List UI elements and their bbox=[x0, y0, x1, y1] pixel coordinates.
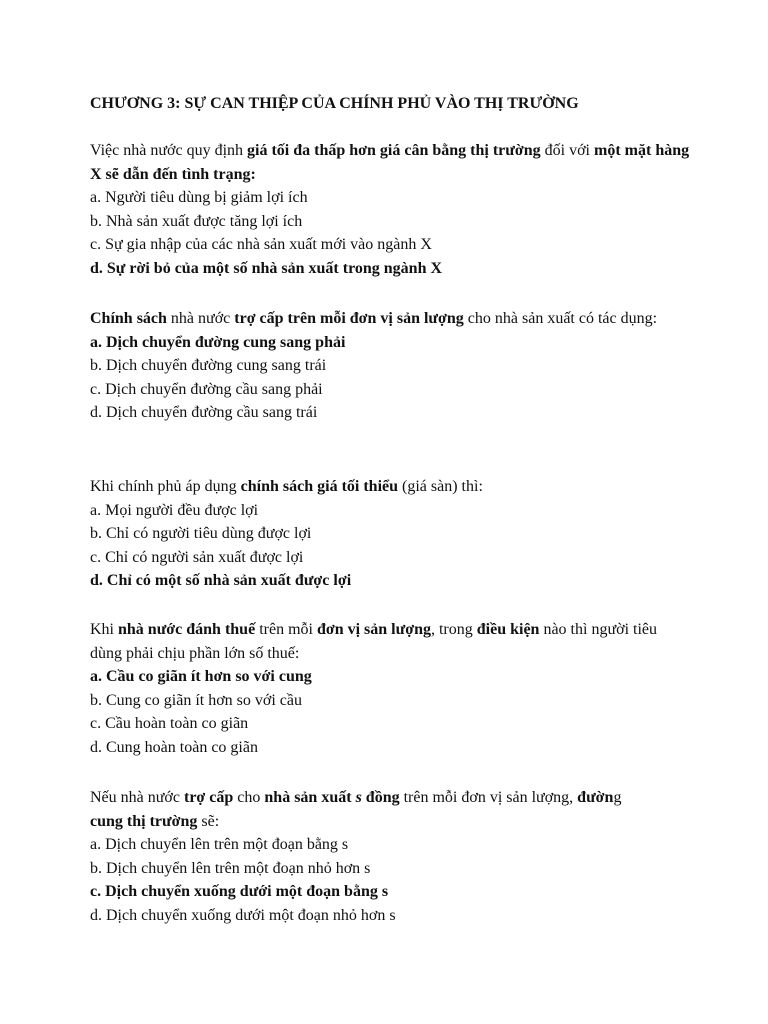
question-2-option-d: d. Dịch chuyển đường cầu sang trái bbox=[90, 404, 318, 422]
question-4-option-d: d. Cung hoàn toàn co giãn bbox=[90, 738, 258, 756]
stem-bold-text: đơn vị sản lượng bbox=[316, 621, 431, 638]
question-3-option-d-correct: d. Chỉ có một số nhà sản xuất được lợi bbox=[90, 572, 352, 590]
question-5-option-d: d. Dịch chuyển xuống dưới một đoạn nhỏ hơn s bbox=[90, 906, 396, 924]
question-1 bbox=[90, 139, 690, 281]
stem-bold-text: trợ cấp bbox=[184, 789, 234, 806]
question-5 bbox=[90, 786, 690, 928]
stem-text: trên mỗi bbox=[255, 621, 317, 638]
question-4-option-a-correct: a. Cầu co giãn ít hơn so với cung bbox=[90, 668, 312, 686]
chapter-title: CHƯƠNG 3: SỰ CAN THIỆP CỦA CHÍNH PHỦ VÀO THỊ TRƯỜNG bbox=[90, 95, 579, 112]
question-2-option-c: c. Dịch chuyển đường cầu sang phải bbox=[90, 380, 323, 398]
stem-text: , trong bbox=[430, 621, 477, 638]
stem-bold-text: giá tối đa thấp hơn giá cân bằng thị trường bbox=[247, 142, 541, 159]
question-2-option-a-correct: a. Dịch chuyển đường cung sang phải bbox=[90, 333, 346, 351]
question-1-option-b: b. Nhà sản xuất được tăng lợi ích bbox=[90, 212, 303, 230]
question-4-option-b: b. Cung co giãn ít hơn so với cầu bbox=[90, 691, 303, 709]
stem-text: sẽ: bbox=[197, 812, 220, 830]
stem-text: nhà nước bbox=[166, 310, 235, 327]
stem-text: trên mỗi đơn vị sản lượng, bbox=[399, 789, 578, 806]
question-3-option-a: a. Mọi người đều được lợi bbox=[90, 501, 259, 519]
question-5-option-a: a. Dịch chuyển lên trên một đoạn bằng s bbox=[90, 836, 349, 854]
question-3-option-c: c. Chỉ có người sản xuất được lợi bbox=[90, 548, 304, 566]
question-1-stem bbox=[90, 139, 690, 186]
stem-bold-text: nhà nước đánh thuế bbox=[118, 621, 256, 638]
stem-bold-text: chính sách giá tối thiểu bbox=[240, 478, 399, 495]
stem-text: đối với bbox=[540, 142, 594, 159]
stem-text: g bbox=[613, 789, 622, 806]
stem-text: Khi bbox=[90, 621, 118, 638]
stem-bold-text: một mặt hàng X sẽ dẫn đến tình trạng: bbox=[90, 142, 690, 183]
stem-bold-text: điều kiện bbox=[476, 621, 540, 638]
stem-italic-s: s bbox=[355, 789, 362, 806]
stem-bold-text: trợ cấp trên mỗi đơn vị sản lượng bbox=[234, 310, 464, 327]
question-2 bbox=[90, 307, 690, 425]
question-2-option-b: b. Dịch chuyển đường cung sang trái bbox=[90, 357, 327, 375]
stem-text: cho nhà sản xuất có tác dụng: bbox=[463, 310, 658, 327]
question-1-option-d-correct: d. Sự rời bỏ của một số nhà sản xuất trong ngành X bbox=[90, 259, 443, 277]
question-3 bbox=[90, 475, 690, 593]
question-3-stem bbox=[90, 475, 690, 499]
stem-bold-text: đồng bbox=[361, 789, 400, 806]
question-1-option-a: a. Người tiêu dùng bị giảm lợi ích bbox=[90, 189, 308, 207]
stem-text: Nếu nhà nước bbox=[90, 789, 184, 806]
question-2-stem bbox=[90, 307, 690, 331]
stem-text: cho bbox=[233, 789, 265, 806]
stem-bold-text: nhà sản xuất bbox=[264, 789, 356, 806]
question-5-option-b: b. Dịch chuyển lên trên một đoạn nhỏ hơn s bbox=[90, 859, 371, 877]
stem-bold-text: cung thị trường bbox=[90, 812, 198, 830]
question-4-option-c: c. Cầu hoàn toàn co giãn bbox=[90, 715, 249, 733]
question-4 bbox=[90, 618, 690, 760]
stem-text: Việc nhà nước quy định bbox=[90, 142, 248, 159]
stem-text: (giá sàn) thì: bbox=[398, 478, 483, 495]
stem-bold-text: Chính sách bbox=[90, 310, 167, 327]
stem-text: Khi chính phủ áp dụng bbox=[90, 478, 241, 495]
stem-text: nào thì người tiêu dùng phải chịu phần lớn số thuế: bbox=[90, 621, 658, 662]
question-5-option-c-correct: c. Dịch chuyển xuống dưới một đoạn bằng s bbox=[90, 883, 389, 901]
stem-bold-text: đườn bbox=[577, 789, 614, 806]
question-5-stem bbox=[90, 786, 690, 833]
question-4-stem bbox=[90, 618, 690, 665]
question-1-option-c: c. Sự gia nhập của các nhà sản xuất mới vào ngành X bbox=[90, 236, 432, 254]
question-3-option-b: b. Chỉ có người tiêu dùng được lợi bbox=[90, 525, 312, 543]
